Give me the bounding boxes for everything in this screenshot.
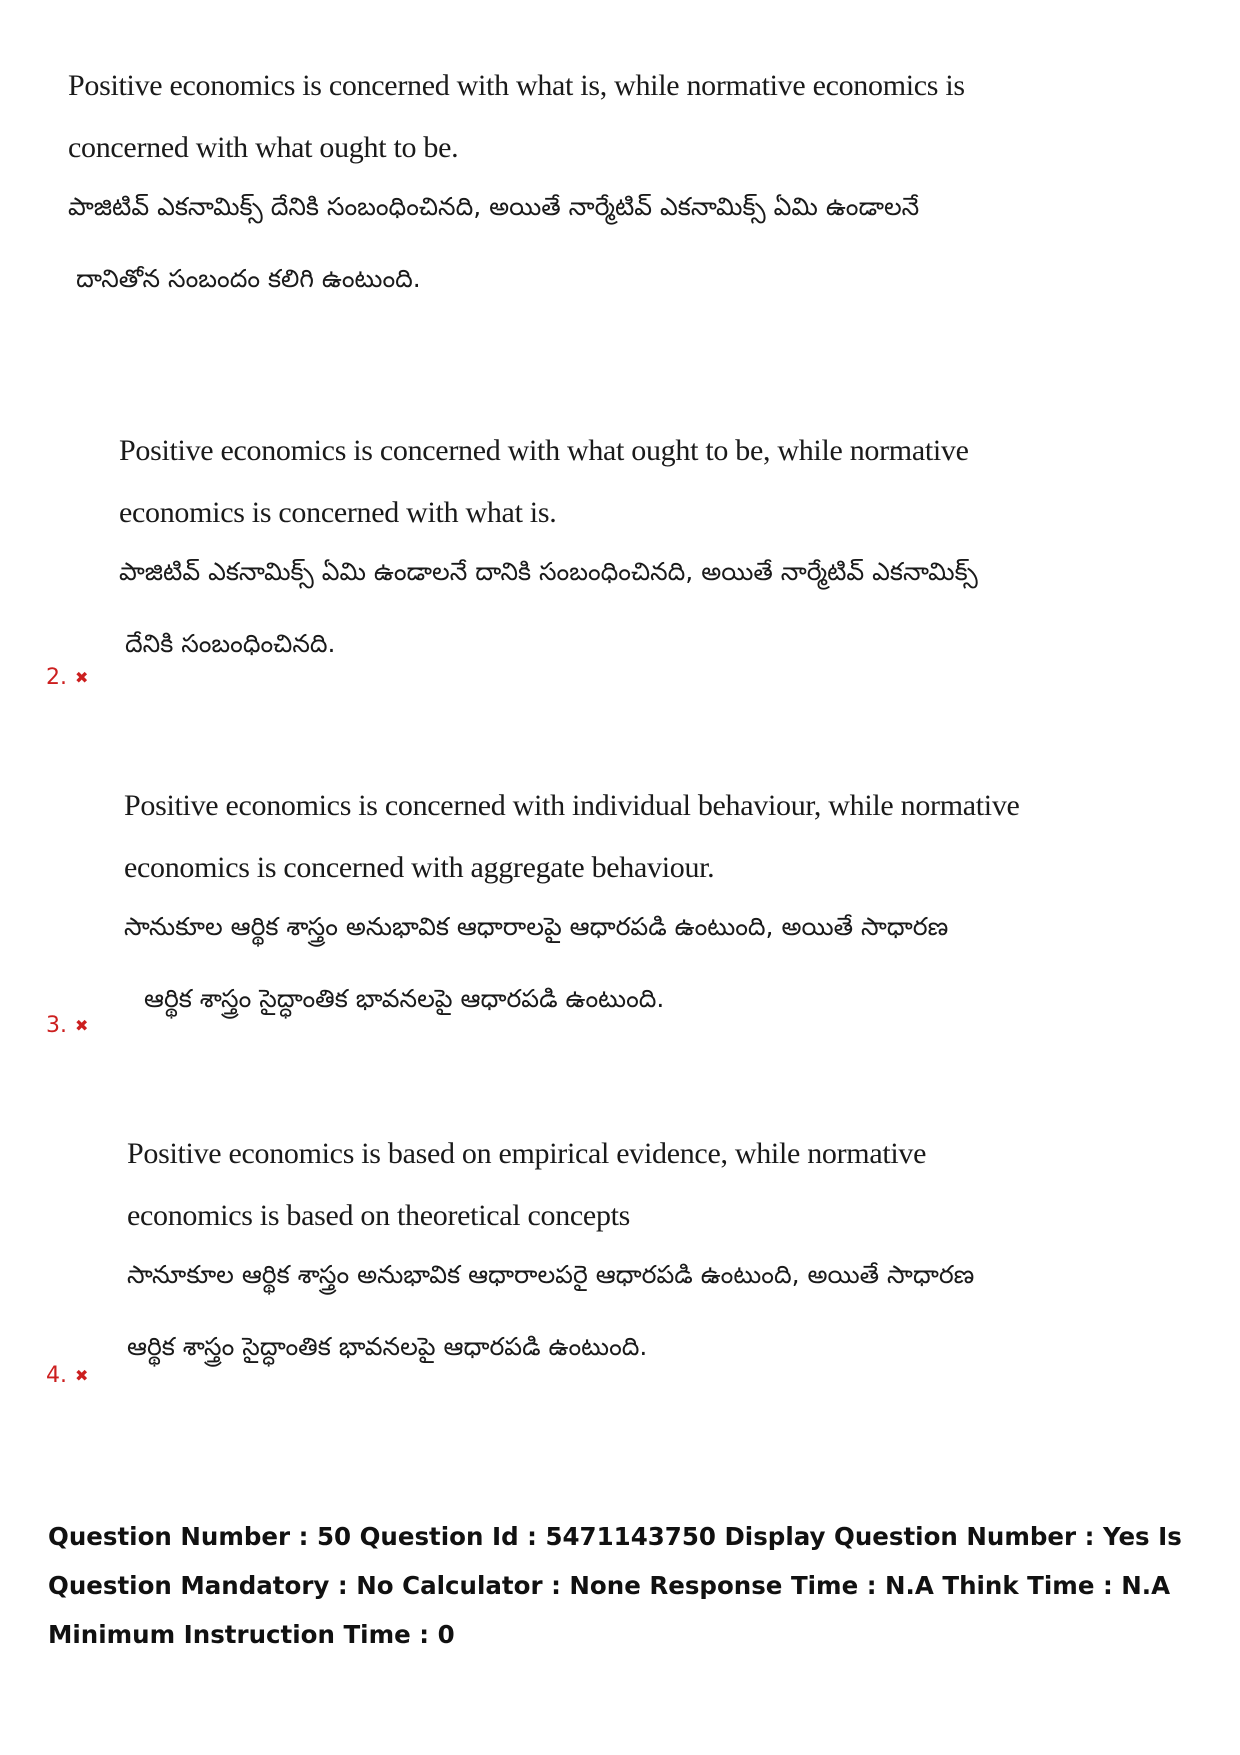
option-2-marker [46, 665, 88, 690]
option-4-number: 4. [46, 1363, 67, 1388]
option-3-marker [46, 1013, 88, 1038]
option-4-en-line-1: Positive economics is based on empirical evidence, while normative [127, 1137, 927, 1170]
option-2-te-line-2: దేనికి సంబంధించినది. [125, 629, 336, 658]
option-4-marker [46, 1363, 88, 1388]
option-1-image-text [68, 55, 1168, 299]
option-3-te-line-2: ఆర్థిక శాస్త్రం సైద్ధాంతిక భావనలపై ఆధారపడి ఉంటుంది. [144, 984, 665, 1013]
option-1-en-line-1: Positive economics is concerned with what is, while normative economics is [68, 69, 965, 102]
option-3-image-text [124, 775, 1224, 1019]
option-4-image-text [127, 1123, 1227, 1367]
question-info: Question Number : 50 Question Id : 5471143750 Display Question Number : Yes Is Question Mandatory : No Calculator : None Response Time : N.A Think Time : N.A Minimum Instruction Time : 0 [48, 1522, 1182, 1649]
option-4-te-line-1: సానూకూల ఆర్థిక శాస్త్రం అనుభావిక ఆధారాలపరై ఆధారపడి ఉంటుంది, అయితే సాధారణ [127, 1260, 975, 1289]
option-1-te-line-2: దానితోన సంబందం కలిగి ఉంటుంది. [76, 264, 421, 293]
option-3-number: 3. [46, 1013, 67, 1038]
option-1-te-line-1: పాజిటివ్ ఎకనామిక్స్ దేనికి సంబంధించినది, అయితే నార్మేటివ్ ఎకనామిక్స్ ఏమి ఉండాలనే [68, 192, 920, 221]
wrong-answer-icon: ✖ [75, 668, 89, 687]
option-2-en-line-2: economics is concerned with what is. [119, 496, 557, 529]
option-2-image-text [119, 420, 1219, 664]
wrong-answer-icon: ✖ [75, 1016, 89, 1035]
option-4-te-line-2: ఆర్థిక శాస్త్రం సైద్ధాంతిక భావనలపై ఆధారపడి ఉంటుంది. [127, 1332, 648, 1361]
option-3-te-line-1: సానుకూల ఆర్థిక శాస్త్రం అనుభావిక ఆధారాలపై ఆధారపడి ఉంటుంది, అయితే సాధారణ [124, 912, 949, 941]
option-2-te-line-1: పాజిటివ్ ఎకనామిక్స్ ఏమి ఉండాలనే దానికి సంబంధించినది, అయితే నార్మేటివ్ ఎకనామిక్స్ [119, 557, 978, 586]
option-2-number: 2. [46, 665, 67, 690]
option-2-en-line-1: Positive economics is concerned with what ought to be, while normative [119, 434, 969, 467]
wrong-answer-icon: ✖ [75, 1366, 89, 1385]
option-4-en-line-2: economics is based on theoretical concepts [127, 1199, 631, 1232]
option-3-en-line-1: Positive economics is concerned with individual behaviour, while normative [124, 789, 1020, 822]
option-1-en-line-2: concerned with what ought to be. [68, 131, 459, 164]
option-3-en-line-2: economics is concerned with aggregate behaviour. [124, 851, 715, 884]
